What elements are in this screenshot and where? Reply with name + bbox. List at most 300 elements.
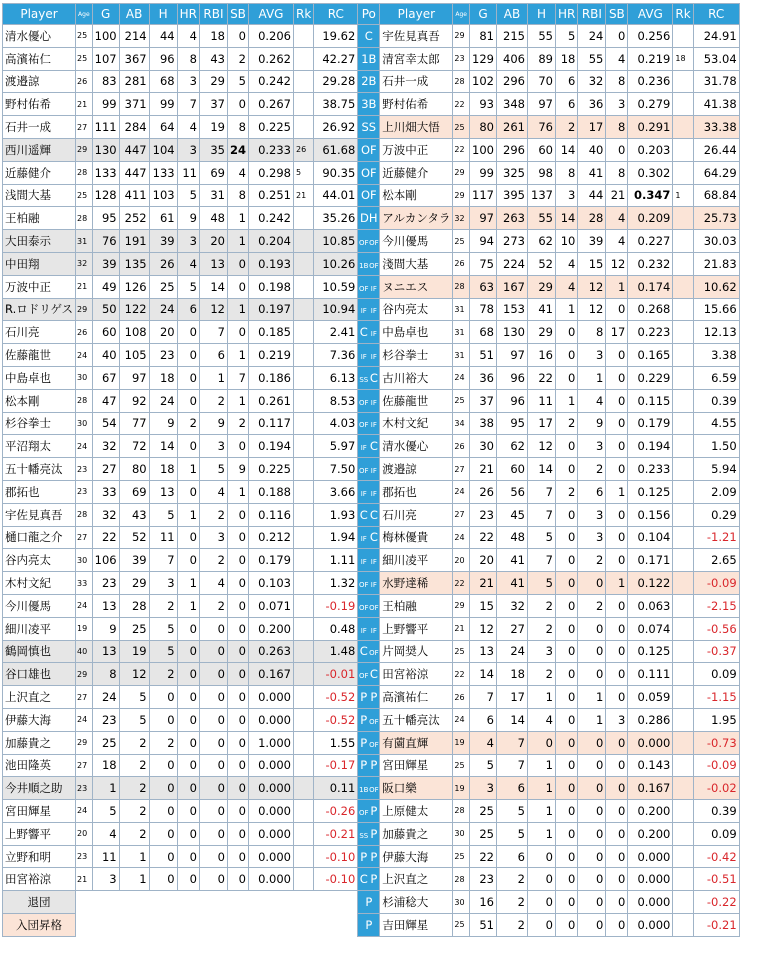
right-rc-cell: -0.22 [693,891,739,914]
left-h-cell: 0 [149,822,177,845]
right-rbi-cell: 2 [578,549,606,572]
left-rk-cell [294,412,314,435]
right-hr-cell: 6 [556,93,578,116]
right-rc-cell: 10.62 [693,275,739,298]
left-h-cell: 39 [149,230,177,253]
right-g-cell: 15 [470,594,497,617]
right-rbi-cell: 17 [578,116,606,139]
right-sb-cell: 0 [606,868,628,891]
left-hr-cell: 0 [177,640,199,663]
position-left: OF [358,603,369,612]
right-rk-cell [673,640,693,663]
left-avg-cell: 0.242 [249,207,294,230]
left-rc-cell: 38.75 [314,93,358,116]
right-rk-cell [673,138,693,161]
left-rc-cell: 3.66 [314,480,358,503]
right-rc-cell: 0.29 [693,503,739,526]
right-hr-cell: 1 [556,298,578,321]
right-h-cell: 12 [528,435,556,458]
left-rc-cell: -0.52 [314,686,358,709]
left-avg-cell: 0.212 [249,526,294,549]
left-name-cell: 加藤貴之 [3,731,76,754]
left-avg-cell: 1.000 [249,731,294,754]
right-age-cell: 23 [453,47,470,70]
right-age-cell: 31 [453,298,470,321]
right-ab-cell: 395 [497,184,528,207]
right-sb-cell: 0 [606,617,628,640]
right-sb-cell: 12 [606,252,628,275]
right-g-cell: 129 [470,47,497,70]
left-rbi-cell: 0 [199,617,227,640]
left-avg-cell: 0.267 [249,93,294,116]
left-avg-cell: 0.262 [249,47,294,70]
right-name-cell: 石川亮 [380,503,453,526]
table-row [3,321,740,344]
right-sb-cell: 0 [606,594,628,617]
right-ab-cell: 6 [497,845,528,868]
left-name-cell: 大田泰示 [3,230,76,253]
right-age-cell: 22 [453,138,470,161]
right-rbi-cell: 0 [578,914,606,937]
position-right: IF [370,558,377,567]
table-row [3,70,740,93]
right-hr-cell: 0 [556,458,578,481]
position-label: P [365,895,373,910]
left-rc-cell: -0.26 [314,800,358,823]
right-rbi-cell: 44 [578,184,606,207]
table-row [3,93,740,116]
right-age-cell: 24 [453,526,470,549]
left-sb-cell: 1 [227,344,248,367]
left-name-cell: 佐藤龍世 [3,344,76,367]
left-avg-cell: 0.194 [249,435,294,458]
left-g-cell: 25 [92,731,119,754]
right-rk-cell [673,663,693,686]
left-name-cell: 高濱祐仁 [3,47,76,70]
right-rk-cell [673,389,693,412]
right-rbi-cell: 39 [578,230,606,253]
left-rbi-cell: 0 [199,708,227,731]
header-right-h: H [528,4,556,25]
right-rk-cell [673,503,693,526]
right-hr-cell: 0 [556,731,578,754]
right-h-cell: 22 [528,366,556,389]
table-row [3,526,740,549]
right-rbi-cell: 36 [578,93,606,116]
right-age-cell: 30 [453,891,470,914]
right-name-cell: 有薗直輝 [380,731,453,754]
table-row [3,503,740,526]
left-rk-cell [294,503,314,526]
position-cell [358,116,380,139]
right-hr-cell: 10 [556,230,578,253]
right-rc-cell: 41.38 [693,93,739,116]
left-age-cell: 30 [76,366,93,389]
left-g-cell: 107 [92,47,119,70]
right-h-cell: 2 [528,594,556,617]
right-name-cell: 谷内亮太 [380,298,453,321]
left-sb-cell: 0 [227,435,248,458]
right-rc-cell: 24.91 [693,25,739,48]
right-sb-cell: 0 [606,845,628,868]
left-ab-cell: 92 [119,389,149,412]
right-avg-cell: 0.000 [628,868,673,891]
left-hr-cell: 1 [177,503,199,526]
right-g-cell: 51 [470,344,497,367]
right-age-cell: 28 [453,275,470,298]
position-cell [358,389,380,412]
position-right: P [370,803,378,818]
right-avg-cell: 0.279 [628,93,673,116]
right-rc-cell: 26.44 [693,138,739,161]
right-hr-cell: 0 [556,663,578,686]
right-rk-cell [673,298,693,321]
left-sb-cell: 0 [227,252,248,275]
left-rc-cell: 10.85 [314,230,358,253]
left-rk-cell [294,686,314,709]
table-row [3,25,740,48]
position-cell [358,230,380,253]
right-g-cell: 7 [470,686,497,709]
right-ab-cell: 5 [497,800,528,823]
right-h-cell: 1 [528,754,556,777]
right-avg-cell: 0.286 [628,708,673,731]
right-h-cell: 29 [528,321,556,344]
right-hr-cell: 0 [556,914,578,937]
right-rbi-cell: 3 [578,503,606,526]
right-g-cell: 81 [470,25,497,48]
left-g-cell: 23 [92,708,119,731]
left-rbi-cell: 0 [199,777,227,800]
left-rbi-cell: 18 [199,25,227,48]
right-rk-cell [673,207,693,230]
table-row [3,891,740,914]
position-cell [358,708,380,731]
header-left-h: H [149,4,177,25]
right-h-cell: 3 [528,640,556,663]
right-sb-cell: 0 [606,777,628,800]
left-hr-cell: 0 [177,822,199,845]
table-row [3,366,740,389]
left-rbi-cell: 3 [199,435,227,458]
right-name-cell: 淺間大基 [380,252,453,275]
left-h-cell: 7 [149,549,177,572]
right-rk-cell [673,344,693,367]
left-h-cell: 0 [149,754,177,777]
position-cell [358,25,380,48]
right-age-cell: 22 [453,663,470,686]
right-age-cell: 25 [453,389,470,412]
left-name-cell: 立野和明 [3,845,76,868]
left-name-cell: 伊藤大海 [3,708,76,731]
right-name-cell: 伊藤大海 [380,845,453,868]
left-avg-cell: 0.198 [249,275,294,298]
right-rc-cell: 3.38 [693,344,739,367]
table-row [3,207,740,230]
left-g-cell: 4 [92,822,119,845]
left-avg-cell: 0.197 [249,298,294,321]
left-age-cell: 25 [76,184,93,207]
right-rc-cell: 2.09 [693,480,739,503]
position-label: 3B [361,97,377,112]
table-row [3,617,740,640]
left-name-cell: 近藤健介 [3,161,76,184]
left-sb-cell: 8 [227,184,248,207]
position-right: P [370,758,378,773]
right-sb-cell: 0 [606,366,628,389]
right-h-cell: 0 [528,868,556,891]
right-rc-cell: 5.94 [693,458,739,481]
left-rc-cell: 29.28 [314,70,358,93]
position-cell [358,663,380,686]
left-hr-cell: 0 [177,686,199,709]
right-g-cell: 63 [470,275,497,298]
right-rbi-cell: 3 [578,526,606,549]
right-age-cell: 25 [453,845,470,868]
left-name-cell: 上野響平 [3,822,76,845]
right-rbi-cell: 15 [578,252,606,275]
left-sb-cell: 24 [227,138,248,161]
right-sb-cell: 4 [606,207,628,230]
left-sb-cell: 0 [227,868,248,891]
right-rbi-cell: 2 [578,458,606,481]
right-name-cell: 上沢直之 [380,868,453,891]
right-avg-cell: 0.194 [628,435,673,458]
right-g-cell: 22 [470,845,497,868]
left-g-cell: 67 [92,366,119,389]
left-rc-cell: 1.11 [314,549,358,572]
right-age-cell: 26 [453,686,470,709]
left-h-cell: 23 [149,344,177,367]
left-avg-cell: 0.179 [249,549,294,572]
left-rc-cell: -0.01 [314,663,358,686]
right-hr-cell: 4 [556,252,578,275]
right-age-cell: 30 [453,822,470,845]
left-age-cell: 23 [76,458,93,481]
right-hr-cell: 2 [556,412,578,435]
right-age-cell: 27 [453,503,470,526]
left-sb-cell: 1 [227,480,248,503]
position-label: P [365,917,373,932]
left-rc-cell: 19.62 [314,25,358,48]
position-left: SS [359,375,369,384]
right-name-cell: 古川裕大 [380,366,453,389]
left-ab-cell: 5 [119,686,149,709]
right-name-cell: 清宮幸太郎 [380,47,453,70]
left-ab-cell: 1 [119,868,149,891]
right-avg-cell: 0.268 [628,298,673,321]
left-sb-cell: 0 [227,275,248,298]
right-rc-cell: 0.39 [693,800,739,823]
left-sb-cell: 0 [227,93,248,116]
right-rk-cell [673,914,693,937]
left-h-cell: 68 [149,70,177,93]
right-avg-cell: 0.125 [628,480,673,503]
right-avg-cell: 0.174 [628,275,673,298]
left-age-cell: 21 [76,93,93,116]
right-age-cell: 34 [453,412,470,435]
right-name-cell: 上野響平 [380,617,453,640]
position-right: OF [369,786,379,795]
position-right: IF [370,421,377,430]
right-ab-cell: 96 [497,366,528,389]
header-right-hr: HR [556,4,578,25]
left-avg-cell: 0.261 [249,389,294,412]
left-hr-cell: 1 [177,572,199,595]
table-row [3,594,740,617]
right-age-cell: 21 [453,617,470,640]
right-sb-cell: 0 [606,526,628,549]
left-hr-cell: 0 [177,708,199,731]
right-rk-cell [673,252,693,275]
left-rc-cell: 2.41 [314,321,358,344]
left-rc-cell: 42.27 [314,47,358,70]
left-ab-cell: 5 [119,708,149,731]
right-sb-cell: 8 [606,70,628,93]
right-ab-cell: 60 [497,458,528,481]
right-name-cell: 佐藤龍世 [380,389,453,412]
right-hr-cell: 0 [556,594,578,617]
left-rbi-cell: 14 [199,275,227,298]
left-rk-cell: 21 [294,184,314,207]
right-avg-cell: 0.104 [628,526,673,549]
right-age-cell: 26 [453,252,470,275]
left-sb-cell: 0 [227,617,248,640]
left-g-cell: 23 [92,572,119,595]
left-age-cell: 32 [76,252,93,275]
right-age-cell: 29 [453,25,470,48]
position-cell [358,184,380,207]
right-rbi-cell: 0 [578,640,606,663]
table-row [3,822,740,845]
right-h-cell: 0 [528,845,556,868]
right-hr-cell: 3 [556,184,578,207]
position-left: C [359,507,368,522]
position-cell [358,47,380,70]
left-name-cell: 中島卓也 [3,366,76,389]
right-g-cell: 68 [470,321,497,344]
table-row [3,640,740,663]
position-right: IF [370,353,377,362]
left-hr-cell: 1 [177,594,199,617]
left-rk-cell: 26 [294,138,314,161]
right-rbi-cell: 28 [578,207,606,230]
left-g-cell: 32 [92,435,119,458]
left-sb-cell: 1 [227,207,248,230]
right-rk-cell [673,70,693,93]
right-g-cell: 3 [470,777,497,800]
right-g-cell: 102 [470,70,497,93]
right-rbi-cell: 12 [578,275,606,298]
right-rc-cell: -0.02 [693,777,739,800]
right-h-cell: 2 [528,663,556,686]
right-rc-cell: 25.73 [693,207,739,230]
right-avg-cell: 0.223 [628,321,673,344]
left-name-cell: 平沼翔太 [3,435,76,458]
left-ab-cell: 39 [119,549,149,572]
left-sb-cell: 0 [227,572,248,595]
left-rbi-cell: 12 [199,298,227,321]
right-ab-cell: 96 [497,389,528,412]
right-avg-cell: 0.143 [628,754,673,777]
left-rbi-cell: 2 [199,549,227,572]
left-h-cell: 18 [149,458,177,481]
left-rbi-cell: 0 [199,822,227,845]
left-ab-cell: 2 [119,777,149,800]
left-g-cell: 9 [92,617,119,640]
left-rc-cell: 44.01 [314,184,358,207]
left-rbi-cell: 5 [199,458,227,481]
right-rbi-cell: 2 [578,594,606,617]
right-rk-cell: 1 [673,184,693,207]
right-name-cell: 渡邉諒 [380,458,453,481]
position-right: OF [369,649,379,658]
position-right: P [370,826,378,841]
left-name-cell: 池田隆英 [3,754,76,777]
left-hr-cell: 9 [177,207,199,230]
table-row [3,800,740,823]
right-hr-cell: 5 [556,25,578,48]
position-right: C [369,530,378,545]
left-name-cell: 樋口龍之介 [3,526,76,549]
position-label: SS [361,120,377,135]
left-h-cell: 104 [149,138,177,161]
right-rc-cell: -0.51 [693,868,739,891]
right-ab-cell: 27 [497,617,528,640]
left-ab-cell: 105 [119,344,149,367]
right-rk-cell [673,777,693,800]
left-sb-cell: 7 [227,366,248,389]
right-avg-cell: 0.203 [628,138,673,161]
right-rbi-cell: 9 [578,412,606,435]
left-rk-cell [294,640,314,663]
left-name-cell: 細川凌平 [3,617,76,640]
left-sb-cell: 0 [227,822,248,845]
left-ab-cell: 28 [119,594,149,617]
left-rc-cell: -0.21 [314,822,358,845]
right-ab-cell: 273 [497,230,528,253]
stats-table [2,3,740,937]
left-rk-cell [294,572,314,595]
header-right-rbi: RBI [578,4,606,25]
right-rk-cell [673,708,693,731]
right-rk-cell [673,686,693,709]
right-name-cell: 宇佐見真吾 [380,25,453,48]
left-rk-cell [294,617,314,640]
right-rc-cell: 1.95 [693,708,739,731]
position-right: OF [369,717,379,726]
right-rc-cell: 1.50 [693,435,739,458]
right-ab-cell: 56 [497,480,528,503]
right-avg-cell: 0.233 [628,458,673,481]
position-cell [358,412,380,435]
right-avg-cell: 0.256 [628,25,673,48]
right-age-cell: 32 [453,207,470,230]
right-rbi-cell: 8 [578,321,606,344]
left-sb-cell: 4 [227,161,248,184]
left-ab-cell: 72 [119,435,149,458]
right-sb-cell: 4 [606,47,628,70]
left-hr-cell: 0 [177,617,199,640]
table-row [3,458,740,481]
position-cell [358,526,380,549]
left-age-cell: 26 [76,70,93,93]
left-g-cell: 50 [92,298,119,321]
left-age-cell: 25 [76,47,93,70]
left-avg-cell: 0.206 [249,25,294,48]
left-rk-cell [294,275,314,298]
position-right: IF [370,581,377,590]
